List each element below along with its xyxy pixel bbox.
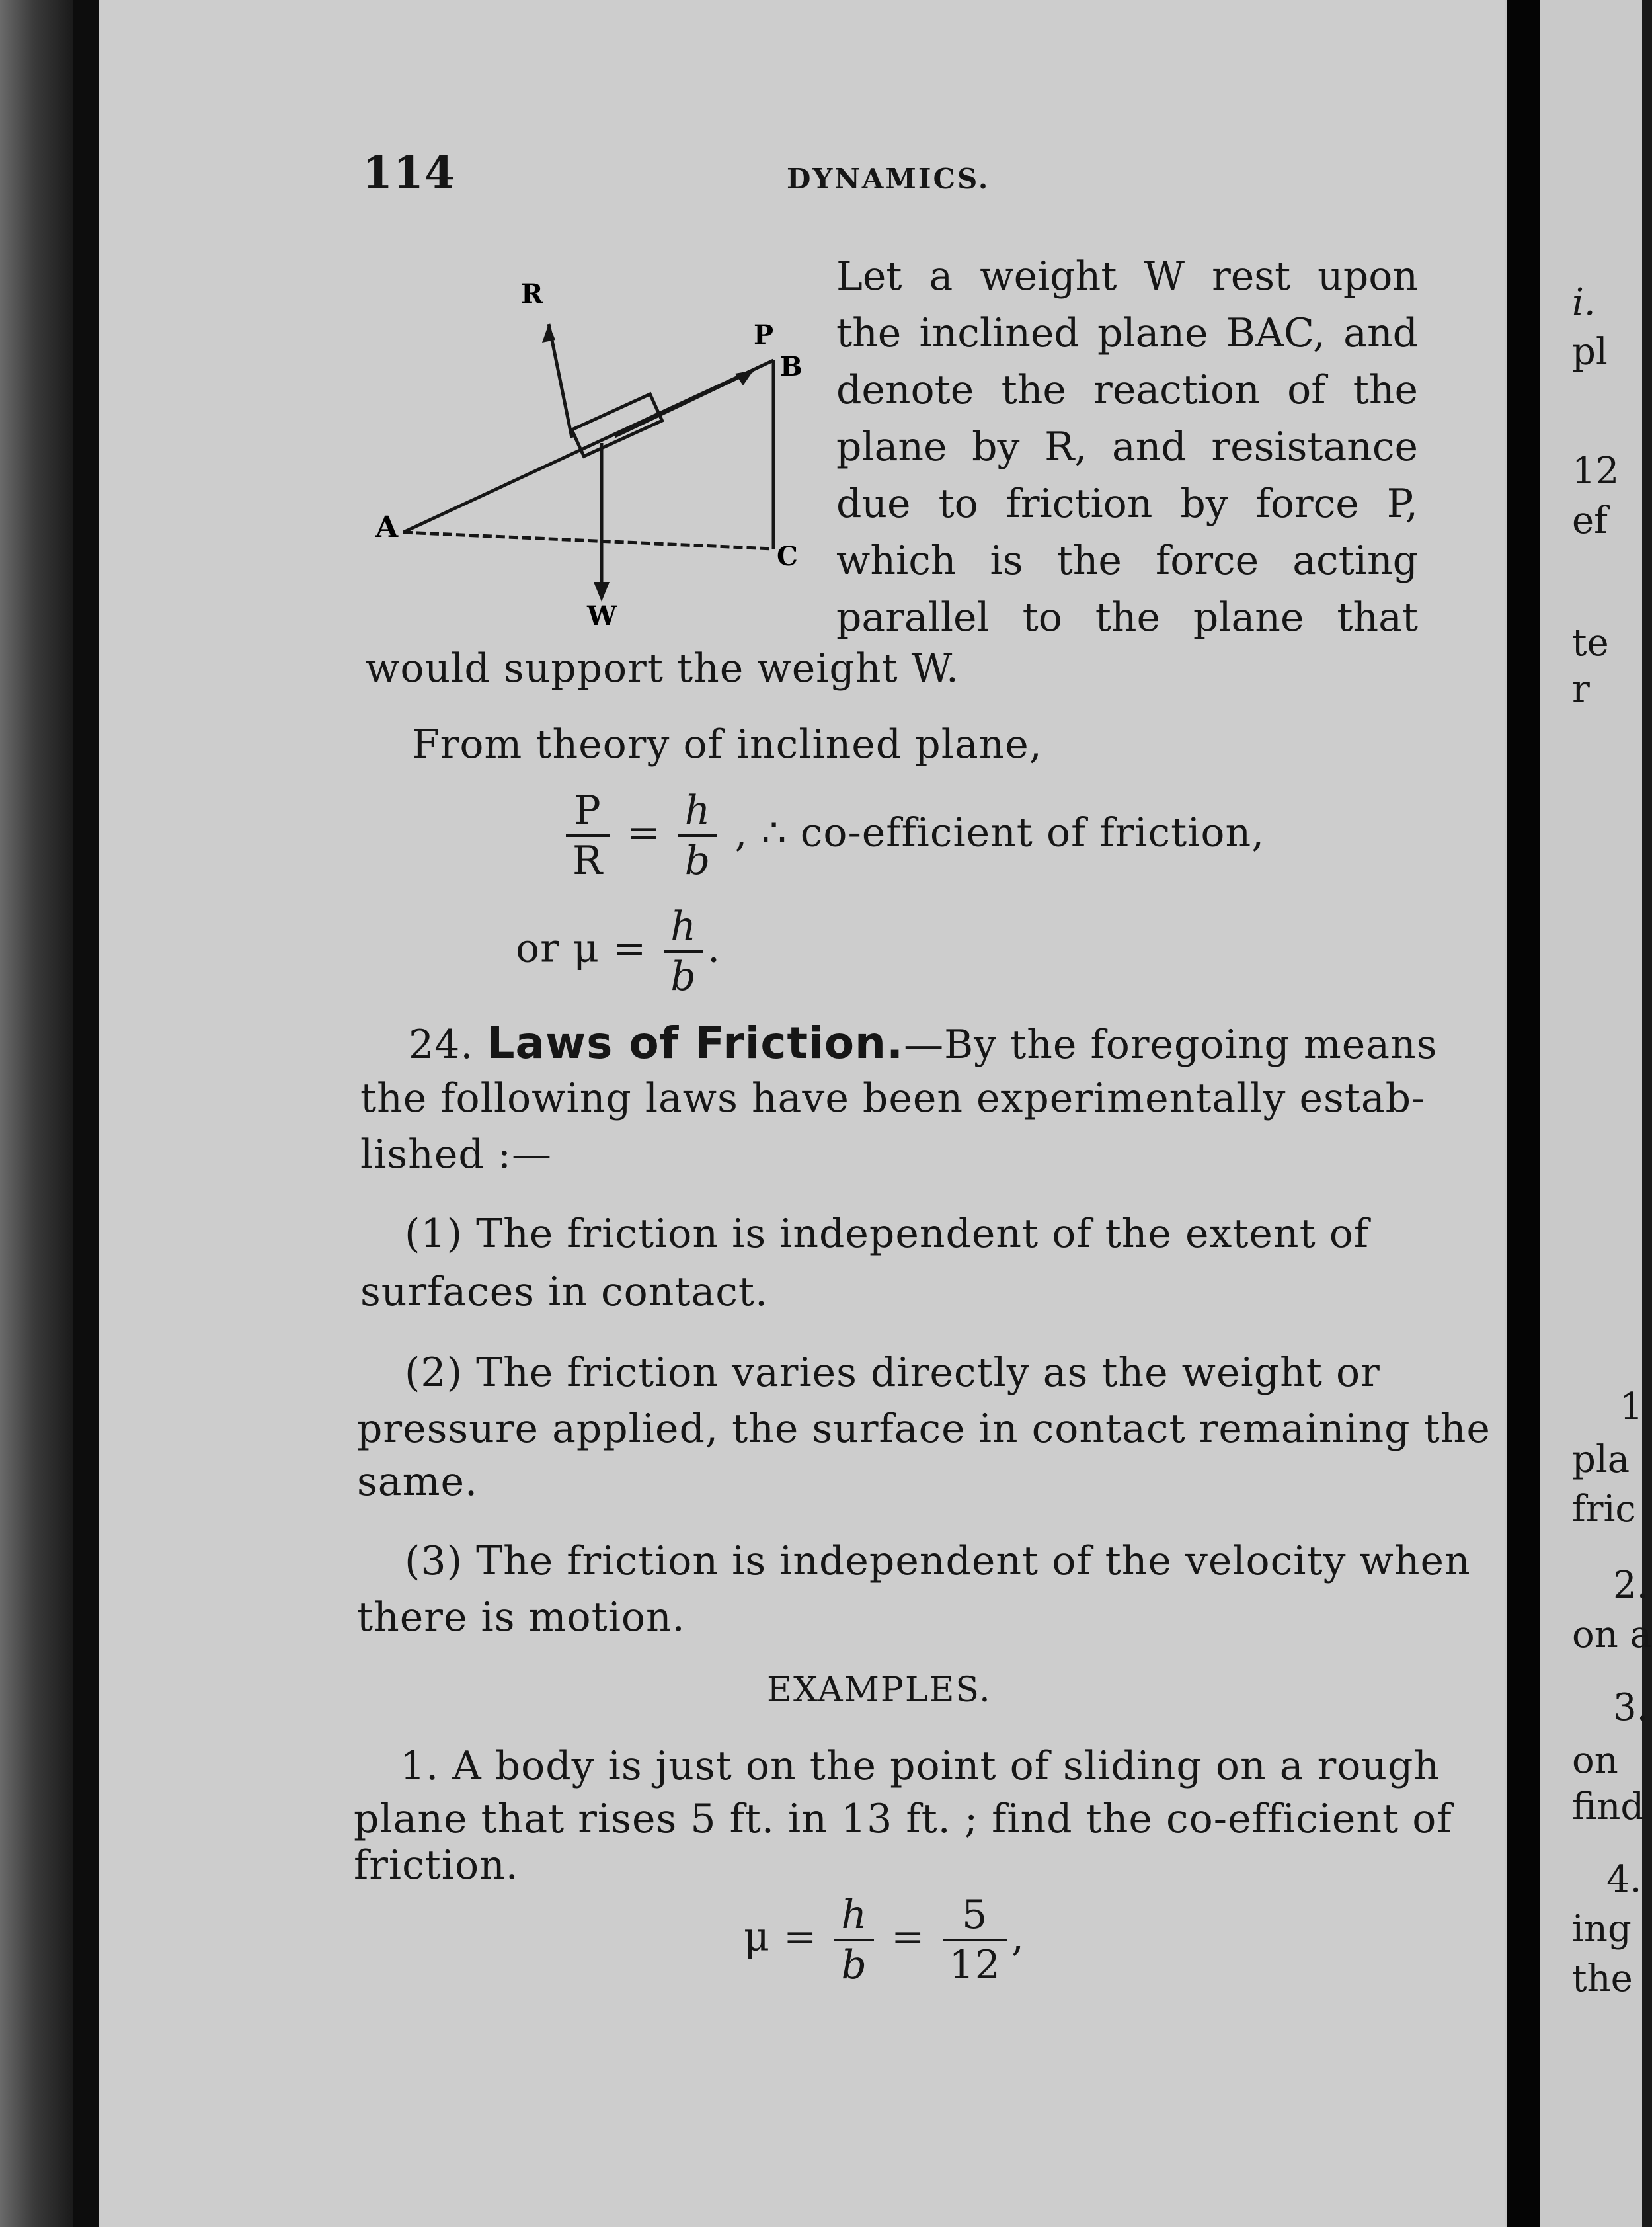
page-inner-edge (73, 0, 99, 2227)
fraction-h-over-b-2: $\frac{h}{b}$ (664, 903, 703, 1000)
inclined-plane-figure (344, 264, 820, 635)
example-1-line-3: friction. (354, 1842, 519, 1888)
label-r: R (521, 278, 543, 309)
plane-base-line (403, 532, 773, 549)
fraction-h-over-b: $\frac{h}{b}$ (678, 787, 718, 885)
section-intro: —By the foregoing means (904, 1022, 1438, 1068)
next-page-fragment: pl (1572, 331, 1608, 374)
equation-mu: or μ = $\frac{h}{b}$ . (516, 903, 721, 1000)
intro-line: due to friction by force P, (836, 481, 1418, 527)
equation-pr: $\frac{P}{R}$ = $\frac{h}{b}$ , ∴ co-efficient of friction, (562, 787, 1265, 885)
page-number: 114 (362, 147, 455, 198)
equation-mu-result: μ = $\frac{h}{b}$ = $\frac{5}{12}$ , (744, 1892, 1025, 1988)
fraction-p-over-r: $\frac{P}{R}$ (566, 787, 610, 885)
intro-paragraph (836, 248, 1418, 646)
theory-line: From theory of inclined plane, (412, 721, 1042, 768)
arrowhead-r (542, 324, 555, 343)
next-page-fragment: find (1572, 1785, 1645, 1828)
law-3-line-1: (3) The friction is independent of the velocity when (405, 1538, 1471, 1584)
fraction-5-over-12: $\frac{5}{12}$ (943, 1891, 1007, 1989)
next-page-fragment: 3. (1613, 1686, 1649, 1729)
law-2-line-3: same. (357, 1459, 479, 1505)
label-a: A (375, 510, 399, 544)
section-24-line (409, 1017, 1437, 1069)
next-page-fragment: fric (1572, 1488, 1636, 1531)
force-p-arrow (615, 370, 754, 436)
example-1-line-2: plane that rises 5 ft. in 13 ft. ; find the co-efficient of (354, 1796, 1452, 1842)
fraction-h-over-b-3: $\frac{h}{b}$ (834, 1891, 874, 1989)
intro-last-line: would support the weight W. (366, 645, 959, 692)
next-page-fragment: te (1572, 622, 1609, 665)
next-page-fragment: the (1572, 1957, 1633, 2000)
label-w: W (587, 600, 617, 631)
next-page-fragment: r (1572, 668, 1590, 711)
examples-heading: EXAMPLES. (767, 1670, 992, 1710)
next-page-fragment: 4. (1606, 1858, 1642, 1901)
label-c: C (777, 541, 798, 572)
intro-line: Let a weight W rest upon (836, 253, 1418, 300)
example-1-line-1: 1. A body is just on the point of sliding on a rough (400, 1743, 1440, 1789)
section-title: Laws of Friction. (487, 1018, 904, 1069)
book-binding (1507, 0, 1544, 2227)
law-1-line-2: surfaces in contact. (360, 1269, 769, 1315)
intro-line: denote the reaction of the (836, 367, 1418, 413)
law-1-line-1: (1) The friction is independent of the extent of (405, 1211, 1370, 1257)
running-title: DYNAMICS. (787, 163, 990, 195)
intro-line: parallel to the plane that (836, 594, 1418, 641)
section-line-3: lished :— (360, 1131, 553, 1178)
next-page-fragment: pla (1572, 1438, 1630, 1481)
next-page-fragment: 1 (1620, 1385, 1643, 1428)
next-page-fragment: ing (1572, 1908, 1632, 1951)
next-page-fragment: ef (1572, 499, 1608, 542)
section-number: 24. (409, 1022, 474, 1068)
next-page-fragment: on (1572, 1739, 1618, 1782)
next-page-fragment: 2. (1613, 1564, 1649, 1607)
law-3-line-2: there is motion. (357, 1594, 686, 1640)
label-b: B (780, 351, 803, 382)
arrowhead-w (594, 582, 610, 602)
next-page-fragment: i. (1572, 281, 1596, 324)
reaction-r-arrow (549, 324, 572, 438)
label-p: P (754, 319, 774, 350)
next-page-fragment: 12 (1572, 450, 1620, 493)
law-2-line-1: (2) The friction varies directly as the weight or (405, 1350, 1380, 1396)
intro-line: plane by R, and resistance (836, 424, 1418, 470)
section-line-2: the following laws have been experimentally estab- (360, 1075, 1426, 1121)
law-2-line-2: pressure applied, the surface in contact remaining the (357, 1406, 1491, 1452)
intro-line: the inclined plane BAC, and (836, 310, 1418, 356)
intro-line: which is the force acting (836, 538, 1418, 584)
next-page-fragment: on a (1572, 1613, 1652, 1656)
